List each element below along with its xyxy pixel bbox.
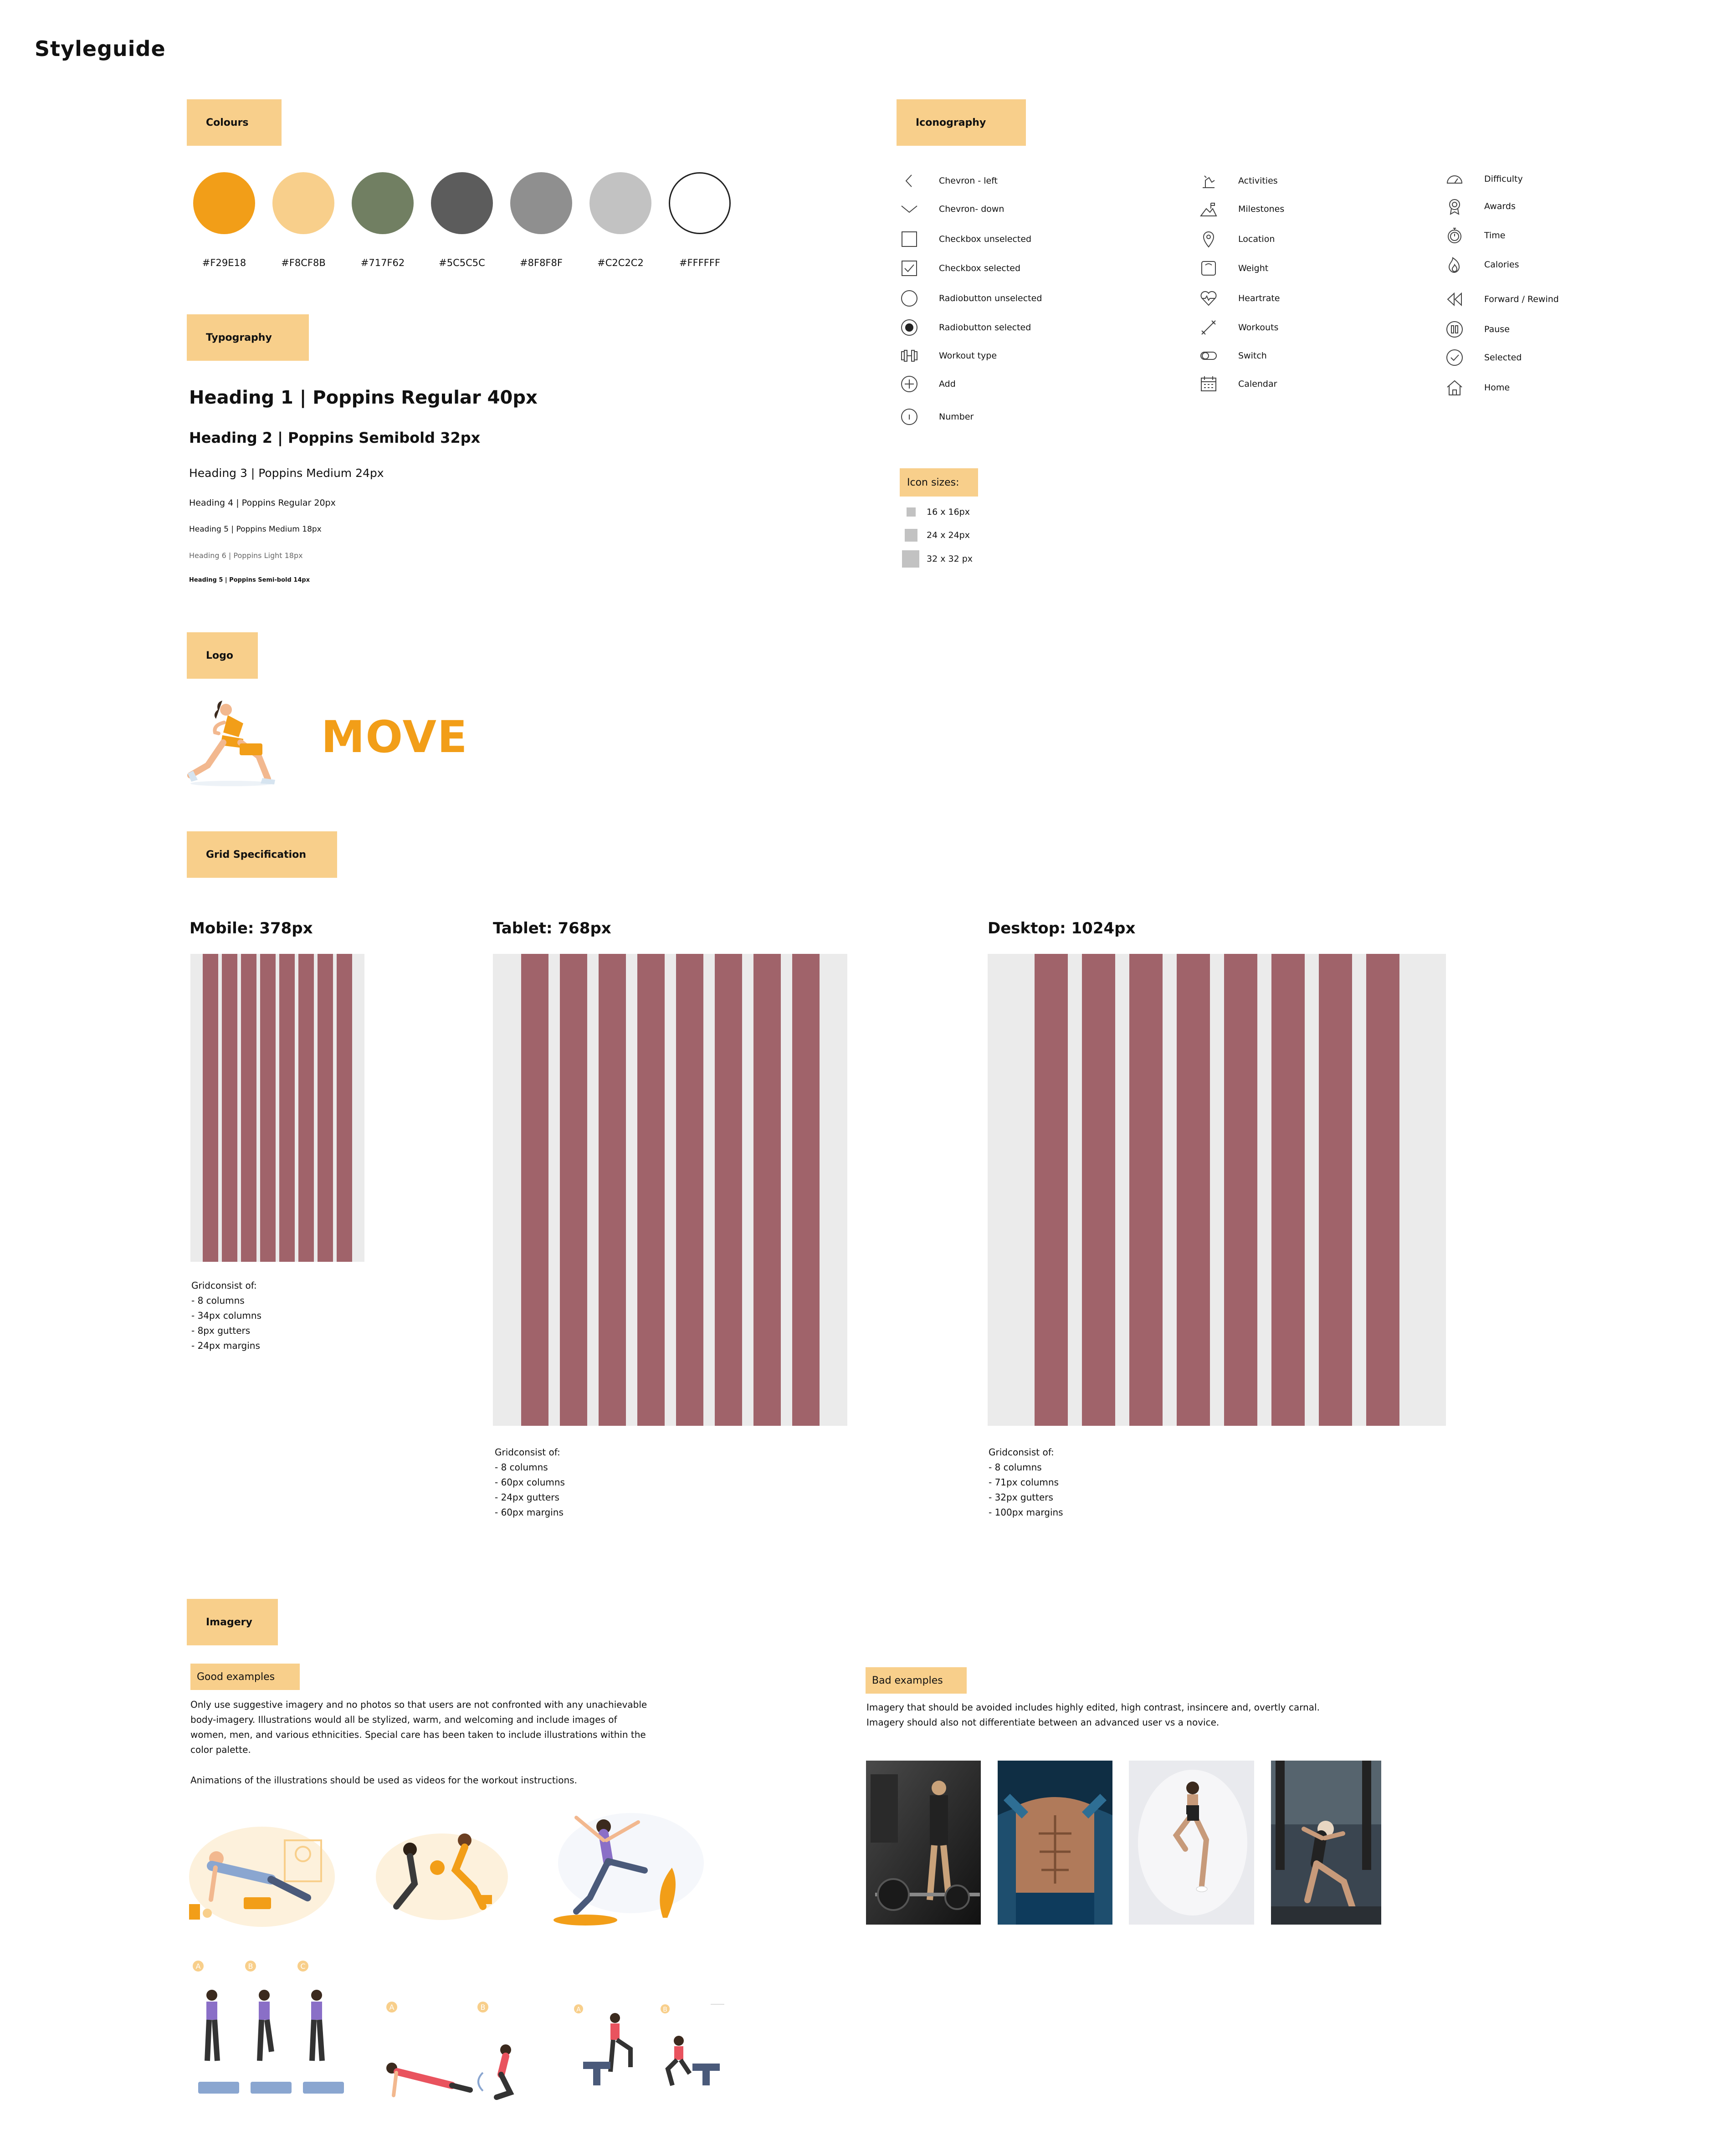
grid-column xyxy=(1082,954,1115,1426)
number-icon xyxy=(898,405,921,428)
desktop-grid-title: Desktop: 1024px xyxy=(988,919,1136,937)
grid-column xyxy=(1224,954,1257,1426)
colour-swatch xyxy=(669,172,731,234)
icon-row-location xyxy=(1197,228,1275,251)
icon-label: Weight xyxy=(1238,263,1269,273)
calendar-icon xyxy=(1197,373,1220,395)
grid-column xyxy=(792,954,820,1426)
grid-column xyxy=(1366,954,1399,1426)
grid-column xyxy=(1035,954,1068,1426)
icon-label: Pause xyxy=(1484,324,1510,334)
difficulty-icon xyxy=(1443,168,1466,190)
colours-tag: Colours xyxy=(187,99,282,146)
milestones-icon xyxy=(1197,198,1220,220)
svg-text:B: B xyxy=(480,2003,486,2012)
pushup-illustration xyxy=(180,1822,335,1936)
page-title: Styleguide xyxy=(35,36,166,61)
icon-label: Difficulty xyxy=(1484,174,1523,184)
icon-label: Add xyxy=(939,379,956,389)
icon-row-calendar xyxy=(1197,373,1277,395)
bad-photo-abs xyxy=(998,1761,1112,1925)
colour-swatch xyxy=(193,172,255,234)
heading-1-sample: Heading 1 | Poppins Regular 40px xyxy=(189,387,538,408)
heading-2-sample: Heading 2 | Poppins Semibold 32px xyxy=(189,429,481,446)
icon-label: Workout type xyxy=(939,351,997,361)
grid-column xyxy=(1129,954,1163,1426)
icon-row-checkbox-selected xyxy=(898,257,1020,280)
colour-swatch xyxy=(272,172,334,234)
icon-row-add xyxy=(898,373,956,395)
icon-row-difficulty xyxy=(1443,168,1523,190)
grid-column xyxy=(337,954,352,1262)
icon-row-pause xyxy=(1443,318,1510,341)
grid-column xyxy=(203,954,218,1262)
colour-hex-label: #5C5C5C xyxy=(439,257,485,268)
icon-row-weight xyxy=(1197,257,1268,280)
grid-column xyxy=(260,954,276,1262)
heartrate-icon xyxy=(1197,287,1220,310)
bad-photo-gym-barbell xyxy=(866,1761,981,1925)
bad-photo-situps xyxy=(1271,1761,1381,1925)
icon-size-16: 16 x 16px xyxy=(902,507,916,517)
imagery-tag: Imagery xyxy=(187,1599,278,1645)
icon-row-chevron-left xyxy=(898,169,998,192)
icon-row-heartrate xyxy=(1197,287,1280,310)
add-icon xyxy=(898,373,921,395)
grid-column xyxy=(599,954,626,1426)
switch-icon xyxy=(1197,344,1220,367)
lunge-figure-logo-icon xyxy=(186,697,286,788)
icon-row-milestones xyxy=(1197,198,1284,220)
colour-hex-label: #F29E18 xyxy=(202,257,246,268)
colour-hex-label: #FFFFFF xyxy=(679,257,721,268)
icon-label: Activities xyxy=(1238,176,1278,186)
icon-row-calories xyxy=(1443,253,1519,276)
grid-column xyxy=(318,954,333,1262)
icon-size-32: 32 x 32 px xyxy=(902,550,919,568)
colour-swatch xyxy=(589,172,651,234)
selected-icon xyxy=(1443,346,1466,369)
mobile-grid-notes: Gridconsist of: - 8 columns - 34px columns - 8px gutters - 24px margins xyxy=(191,1280,261,1351)
icon-label: Chevron- down xyxy=(939,204,1004,214)
good-examples-animation-note: Animations of the illustrations should be used as videos for the workout instructions. xyxy=(190,1775,577,1786)
colour-hex-label: #8F8F8F xyxy=(520,257,563,268)
icon-label: Forward / Rewind xyxy=(1484,294,1559,304)
radio-selected-icon xyxy=(898,316,921,339)
icon-row-activities xyxy=(1197,169,1278,192)
burpee-sequence-illustration xyxy=(374,2000,533,2105)
desktop-grid xyxy=(988,954,1446,1426)
icon-row-checkbox-unselected xyxy=(898,228,1031,251)
step-up-sequence-illustration xyxy=(189,1959,344,2109)
grid-column xyxy=(222,954,237,1262)
icon-label: Calories xyxy=(1484,260,1519,270)
grid-column xyxy=(298,954,314,1262)
bad-examples-text: Imagery that should be avoided includes highly edited, high contrast, insincere and, overtly carnal. Imagery should also not differentiate between an advanced user vs a novice. xyxy=(866,1702,1320,1728)
workouts-icon xyxy=(1197,316,1220,339)
heading-4-sample: Heading 4 | Poppins Regular 20px xyxy=(189,498,336,508)
grid-column xyxy=(521,954,548,1426)
grid-column xyxy=(1319,954,1352,1426)
icon-label: Checkbox unselected xyxy=(939,234,1032,244)
heading-3-sample: Heading 3 | Poppins Medium 24px xyxy=(189,466,384,480)
icon-row-chevron-down xyxy=(898,198,1004,220)
icon-row-dumbbell xyxy=(898,344,997,367)
mobile-grid-title: Mobile: 378px xyxy=(190,919,313,937)
pause-icon xyxy=(1443,318,1466,341)
logo-tag: Logo xyxy=(187,632,258,679)
svg-text:B: B xyxy=(248,1962,253,1971)
checkbox-unselected-icon xyxy=(898,228,921,251)
typography-tag: Typography xyxy=(187,314,309,361)
checkbox-selected-icon xyxy=(898,257,921,280)
colour-swatch xyxy=(352,172,414,234)
good-examples-tag: Good examples xyxy=(190,1664,300,1690)
grid-column xyxy=(1177,954,1210,1426)
heading-7-sample: Heading 5 | Poppins Semi-bold 14px xyxy=(189,577,310,584)
icon-row-radio-unselected xyxy=(898,287,1042,310)
desktop-grid-notes: Gridconsist of: - 8 columns - 71px columns - 32px gutters - 100px margins xyxy=(989,1447,1063,1518)
grid-column xyxy=(279,954,295,1262)
tablet-grid xyxy=(493,954,847,1426)
icon-row-workouts xyxy=(1197,316,1278,339)
location-icon xyxy=(1197,228,1220,251)
icon-label: Radiobutton unselected xyxy=(939,293,1042,303)
icon-label: Heartrate xyxy=(1238,293,1280,303)
dumbbell-icon xyxy=(898,344,921,367)
colour-hex-label: #C2C2C2 xyxy=(597,257,644,268)
heading-6-sample: Heading 6 | Poppins Light 18px xyxy=(189,551,303,560)
logo-wordmark: MOVE xyxy=(321,712,468,763)
grid-column xyxy=(241,954,256,1262)
svg-text:A: A xyxy=(195,1962,201,1971)
svg-text:A: A xyxy=(576,2006,581,2013)
icon-label: Checkbox selected xyxy=(939,263,1021,273)
colour-hex-label: #717F62 xyxy=(360,257,405,268)
dancing-woman-illustration xyxy=(540,1804,708,1931)
good-examples-text: Only use suggestive imagery and no photos so that users are not confronted with any unachievable body-imagery. Illustrations would all be stylized, warm, and welcoming and include images of women, men, and various ethnicities. Special care has been taken to include illustrations within the color palette. xyxy=(190,1699,647,1755)
chevron-left-icon xyxy=(898,169,921,192)
icon-row-switch xyxy=(1197,344,1267,367)
heading-5-sample: Heading 5 | Poppins Medium 18px xyxy=(189,525,322,534)
mobile-grid xyxy=(190,954,364,1262)
grid-column xyxy=(560,954,587,1426)
icon-label: Radiobutton selected xyxy=(939,323,1031,333)
time-icon xyxy=(1443,224,1466,247)
calories-icon xyxy=(1443,253,1466,276)
colour-hex-label: #F8CF8B xyxy=(281,257,326,268)
icon-label: Number xyxy=(939,412,974,422)
icon-row-radio-selected xyxy=(898,316,1031,339)
jump-squat-sequence-illustration xyxy=(569,1972,724,2091)
icon-label: Switch xyxy=(1238,351,1267,361)
awards-icon xyxy=(1443,195,1466,218)
icon-row-time xyxy=(1443,224,1506,247)
bad-examples-tag: Bad examples xyxy=(866,1667,967,1694)
grid-column xyxy=(753,954,781,1426)
icon-label: Awards xyxy=(1484,201,1516,211)
radio-unselected-icon xyxy=(898,287,921,310)
svg-text:C: C xyxy=(300,1962,306,1971)
icon-label: Milestones xyxy=(1238,204,1285,214)
rewind-icon xyxy=(1443,288,1466,311)
colour-swatch xyxy=(510,172,572,234)
icon-label: Workouts xyxy=(1238,323,1279,333)
grid-spec-tag: Grid Specification xyxy=(187,831,337,878)
colour-swatch xyxy=(431,172,493,234)
icon-label: Time xyxy=(1484,230,1506,241)
tablet-grid-title: Tablet: 768px xyxy=(493,919,611,937)
bad-photo-jump xyxy=(1129,1761,1254,1925)
grid-column xyxy=(676,954,703,1426)
icon-sizes-tag: Icon sizes: xyxy=(900,468,978,497)
partner-workout-illustration xyxy=(374,1818,510,1922)
icon-label: Calendar xyxy=(1238,379,1277,389)
icon-label: Selected xyxy=(1484,353,1522,363)
grid-column xyxy=(715,954,742,1426)
home-icon xyxy=(1443,376,1466,399)
icon-row-number xyxy=(898,405,974,428)
icon-row-selected xyxy=(1443,346,1522,369)
tablet-grid-notes: Gridconsist of: - 8 columns - 60px columns - 24px gutters - 60px margins xyxy=(495,1447,565,1518)
activities-icon xyxy=(1197,169,1220,192)
icon-row-rewind xyxy=(1443,288,1559,311)
svg-text:B: B xyxy=(663,2006,667,2013)
grid-column xyxy=(637,954,665,1426)
icon-label: Location xyxy=(1238,234,1275,244)
iconography-tag: Iconography xyxy=(897,99,1026,146)
icon-row-awards xyxy=(1443,195,1516,218)
icon-label: Home xyxy=(1484,383,1510,393)
icon-size-24: 24 x 24px xyxy=(902,528,917,542)
svg-text:A: A xyxy=(389,2003,395,2012)
chevron-down-icon xyxy=(898,198,921,220)
icon-row-home xyxy=(1443,376,1510,399)
grid-column xyxy=(1271,954,1305,1426)
weight-icon xyxy=(1197,257,1220,280)
icon-label: Chevron - left xyxy=(939,176,998,186)
